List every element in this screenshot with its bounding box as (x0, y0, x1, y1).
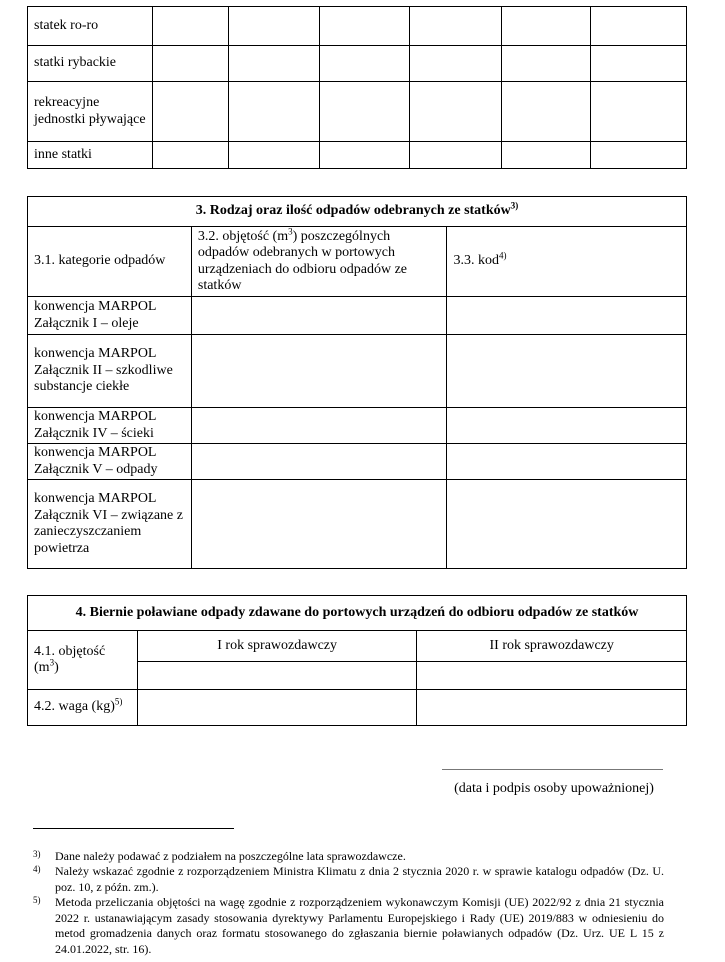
table-row (28, 444, 687, 480)
data-cell[interactable] (591, 46, 687, 82)
data-cell[interactable] (191, 408, 447, 444)
footnote-number: 5) (33, 895, 41, 905)
row-label-weight (28, 690, 138, 726)
row-label: statek ro-ro (28, 7, 153, 46)
data-cell[interactable] (591, 142, 687, 169)
footnote-ref: 4) (498, 250, 507, 261)
footnote-ref: 3) (510, 200, 519, 211)
data-cell[interactable] (409, 46, 501, 82)
row-label: konwencja MARPOL Załącznik I – oleje (28, 297, 192, 335)
section-header-row (28, 197, 687, 227)
superscript: 3 (49, 657, 55, 668)
col-header-code-text: 3.3. kod (453, 253, 499, 269)
row-label-volume-text: 4.1. objętość (m (34, 643, 106, 675)
data-cell[interactable] (501, 82, 591, 142)
row-label: konwencja MARPOL Załącznik VI – związane z zanieczyszczaniem powietrza (28, 480, 192, 569)
row-label: konwencja MARPOL Załącznik V – odpady (28, 444, 192, 480)
data-cell[interactable] (501, 7, 591, 46)
data-cell[interactable] (152, 82, 228, 142)
section-3-title-text: 3. Rodzaj oraz ilość odpadów odebranych ze statków (195, 203, 511, 219)
waste-types-table (27, 196, 687, 569)
row-label: konwencja MARPOL Załącznik IV – ścieki (28, 408, 192, 444)
data-cell[interactable] (501, 142, 591, 169)
data-cell[interactable] (447, 408, 687, 444)
table-row (28, 142, 687, 169)
row-label-weight-text: 4.2. waga (kg) (34, 699, 115, 715)
data-cell[interactable] (228, 7, 320, 46)
col-header-volume (191, 227, 447, 297)
footnote-text: Metoda przeliczania objętości na wagę zgodnie z rozporządzeniem wykonawczym Komisji (UE) 2022/92 z dnia 21 stycznia 2022 r. ustanawiającym zasady stosowania dyrektywy Parlamentu Europejskiego i Rady (UE) 2019/883 w odniesieniu do metod gromadzenia danych oraz formatu stosowanego do zgłaszania biernie poławianych odpadów (Dz. Urz. UE L 15 z 24.01.2022, str. 16). (55, 895, 664, 956)
section-4-title: 4. Biernie poławiane odpady zdawane do portowych urządzeń do odbioru odpadów ze statków (28, 596, 687, 631)
row-label: statki rybackie (28, 46, 153, 82)
data-cell[interactable] (447, 335, 687, 408)
row-label-volume-text-end: ) (54, 660, 59, 675)
footnote-text: Dane należy podawać z podziałem na poszczególne lata sprawozdawcze. (55, 849, 406, 863)
table-row (28, 7, 687, 46)
footnote-number: 3) (33, 849, 41, 859)
section-3-title (28, 197, 687, 227)
footnote-text: Należy wskazać zgodnie z rozporządzeniem Ministra Klimatu z dnia 2 stycznia 2020 r. w sprawie katalogu odpadów (Dz. U. poz. 10, z późn. zm.). (55, 864, 664, 894)
footnote-divider (33, 828, 234, 829)
table-row (28, 335, 687, 408)
col-header-year-1: I rok sprawozdawczy (137, 631, 417, 662)
col-header-year-2: II rok sprawozdawczy (417, 631, 687, 662)
table-row (28, 46, 687, 82)
row-label: inne statki (28, 142, 153, 169)
data-cell[interactable] (320, 82, 410, 142)
col-header-volume-text: 3.2. objętość (m (197, 228, 289, 244)
data-cell[interactable] (228, 142, 320, 169)
data-cell[interactable] (409, 142, 501, 169)
col-header-category: 3.1. kategorie odpadów (28, 227, 192, 297)
passive-waste-table (27, 595, 687, 726)
table-row (28, 297, 687, 335)
ship-types-table (27, 6, 687, 169)
data-cell[interactable] (591, 82, 687, 142)
data-cell[interactable] (417, 662, 687, 690)
footnote-number: 4) (33, 864, 41, 874)
table-row (28, 82, 687, 142)
data-cell[interactable] (447, 297, 687, 335)
data-cell[interactable] (228, 82, 320, 142)
row-label: rekreacyjne jednostki pływające (28, 82, 153, 142)
table-row (28, 408, 687, 444)
data-cell[interactable] (417, 690, 687, 726)
data-cell[interactable] (591, 7, 687, 46)
data-cell[interactable] (191, 480, 447, 569)
data-cell[interactable] (447, 444, 687, 480)
data-cell[interactable] (409, 7, 501, 46)
data-cell[interactable] (409, 82, 501, 142)
section-header-row (28, 596, 687, 631)
col-header-code (447, 227, 687, 297)
row-label-volume (28, 631, 138, 690)
data-cell[interactable] (191, 444, 447, 480)
data-cell[interactable] (137, 690, 417, 726)
row-label: konwencja MARPOL Załącznik II – szkodliwe substancje ciekłe (28, 335, 192, 408)
data-cell[interactable] (320, 142, 410, 169)
data-cell[interactable] (191, 335, 447, 408)
table-row (28, 690, 687, 726)
footnote (33, 849, 664, 865)
footnote (33, 895, 664, 957)
data-cell[interactable] (152, 46, 228, 82)
footnote-ref: 5) (114, 696, 123, 707)
data-cell[interactable] (152, 142, 228, 169)
data-cell[interactable] (501, 46, 591, 82)
superscript: 3 (288, 225, 293, 236)
signature-caption: (data i podpis osoby upoważnionej) (454, 781, 654, 796)
table-row (28, 631, 687, 662)
data-cell[interactable] (152, 7, 228, 46)
data-cell[interactable] (320, 46, 410, 82)
footnote (33, 864, 664, 895)
column-header-row (28, 227, 687, 297)
table-row (28, 480, 687, 569)
data-cell[interactable] (447, 480, 687, 569)
data-cell[interactable] (137, 662, 417, 690)
col-header-volume-text-cont: ) poszczególnych odpadów odebranych w portowych urządzeniach do odbioru odpadów ze statków (197, 228, 408, 293)
data-cell[interactable] (191, 297, 447, 335)
data-cell[interactable] (228, 46, 320, 82)
signature-line (442, 769, 663, 770)
data-cell[interactable] (320, 7, 410, 46)
